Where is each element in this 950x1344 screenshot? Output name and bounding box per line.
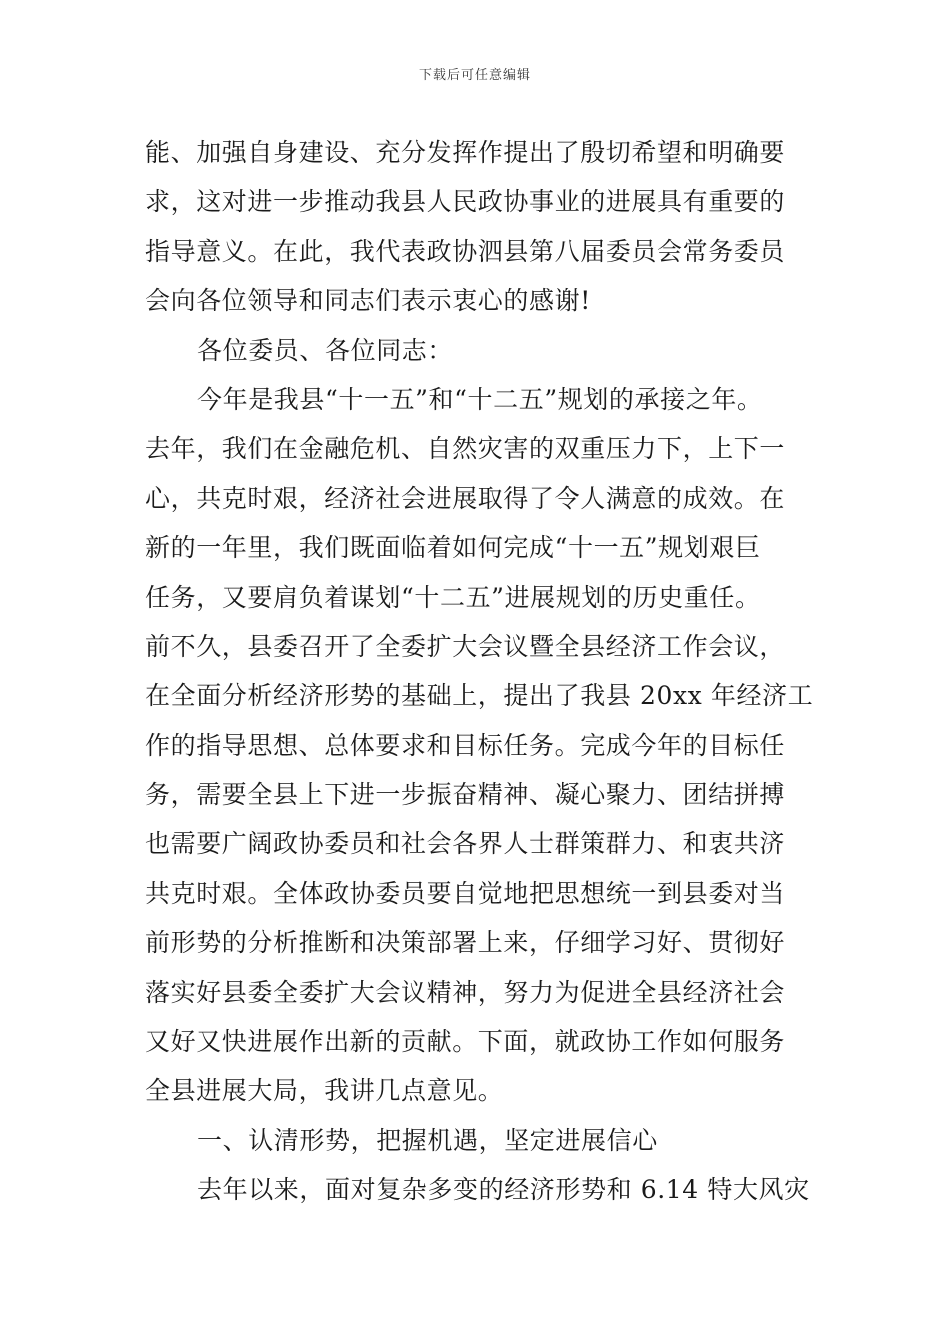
- page-header: 下载后可任意编辑: [418, 68, 531, 83]
- text-line: 前形势的分析推断和决策部署上来，仔细学习好、贯彻好: [145, 928, 786, 958]
- text-line: 务，需要全县上下进一步振奋精神、凝心聚力、团结拼搏: [145, 780, 786, 810]
- paragraph-start-line: 今年是我县“十一五”和“十二五”规划的承接之年。: [197, 384, 763, 414]
- section-heading: 一、认清形势，把握机遇，坚定进展信心: [197, 1125, 658, 1155]
- text-line: 去年，我们在金融危机、自然灾害的双重压力下，上下一: [145, 434, 786, 464]
- document-body: [145, 128, 814, 1215]
- text-line: 会向各位领导和同志们表示衷心的感谢!: [145, 286, 591, 316]
- paragraph-start-line: 去年以来，面对复杂多变的经济形势和 6.14 特大风灾: [197, 1175, 810, 1205]
- text-line: 指导意义。在此，我代表政协泗县第八届委员会常务委员: [145, 236, 786, 266]
- text-line: 前不久，县委召开了全委扩大会议暨全县经济工作会议，: [145, 631, 786, 661]
- text-line: 任务，又要肩负着谋划“十二五”进展规划的历史重任。: [145, 582, 761, 612]
- text-line: 全县进展大局，我讲几点意见。: [145, 1076, 504, 1106]
- text-line: 新的一年里，我们既面临着如何完成“十一五”规划艰巨: [145, 533, 761, 563]
- text-line: 共克时艰。全体政协委员要自觉地把思想统一到县委对当: [145, 878, 786, 908]
- salutation-line: 各位委员、各位同志：: [197, 335, 454, 365]
- text-line: 心，共克时艰，经济社会进展取得了令人满意的成效。在: [145, 483, 786, 513]
- text-line: 能、加强自身建设、充分发挥作提出了殷切希望和明确要: [145, 138, 786, 167]
- text-line: 求，这对进一步推动我县人民政协事业的进展具有重要的: [145, 187, 786, 217]
- text-line: 在全面分析经济形势的基础上，提出了我县 20xx 年经济工: [145, 681, 814, 711]
- text-line: 落实好县委全委扩大会议精神，努力为促进全县经济社会: [145, 977, 786, 1007]
- text-line: 又好又快进展作出新的贡献。下面，就政协工作如何服务: [145, 1027, 786, 1057]
- text-line: 也需要广阔政协委员和社会各界人士群策群力、和衷共济: [145, 829, 786, 859]
- text-line: 作的指导思想、总体要求和目标任务。完成今年的目标任: [145, 730, 786, 760]
